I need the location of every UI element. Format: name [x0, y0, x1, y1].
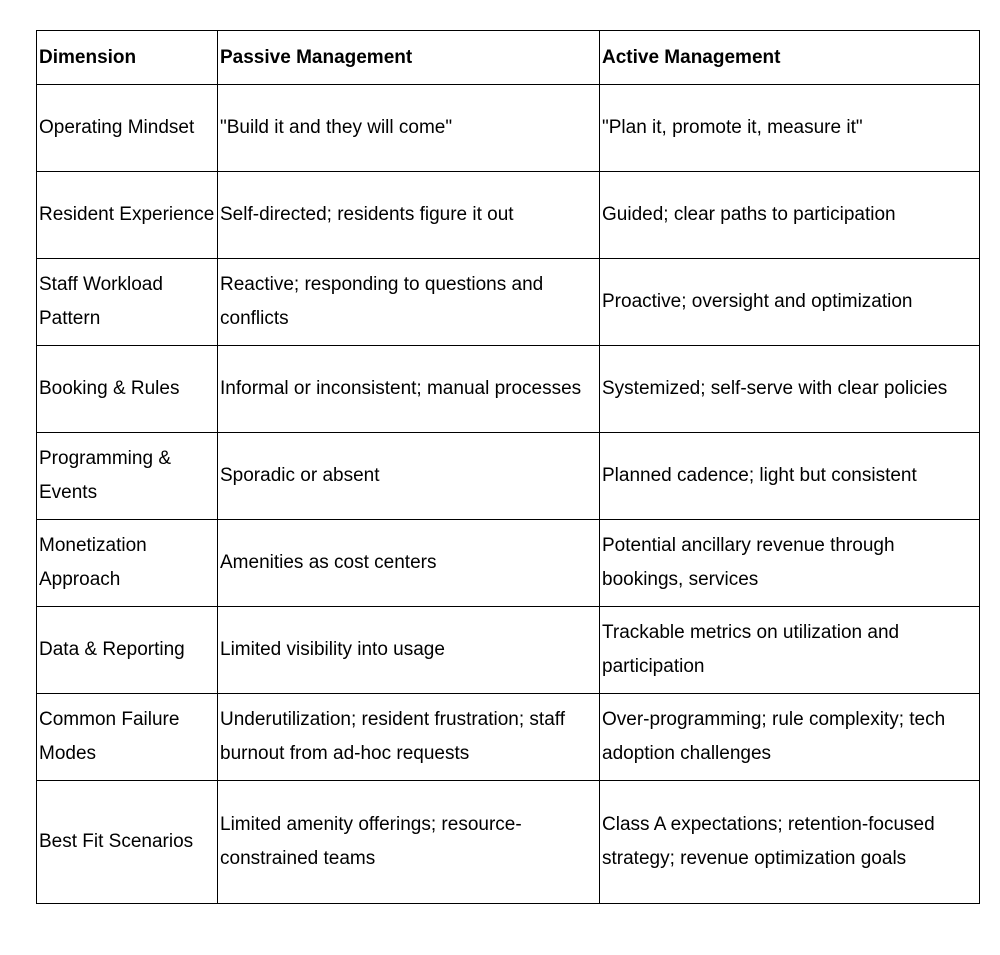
row-dimension-cell: Staff Workload Pattern — [37, 259, 218, 346]
row-active-cell: Guided; clear paths to participation — [600, 172, 980, 259]
row-active-cell: Planned cadence; light but consistent — [600, 433, 980, 520]
comparison-table — [36, 30, 980, 904]
row-active-cell: Potential ancillary revenue through bookings, services — [600, 520, 980, 607]
row-passive-cell: Reactive; responding to questions and conflicts — [218, 259, 600, 346]
row-dimension-cell: Programming & Events — [37, 433, 218, 520]
table-row — [37, 694, 980, 781]
table-row — [37, 433, 980, 520]
header-dimension: Dimension — [37, 31, 218, 85]
row-active-cell: Trackable metrics on utilization and participation — [600, 607, 980, 694]
row-dimension-cell: Common Failure Modes — [37, 694, 218, 781]
table-row — [37, 172, 980, 259]
row-active-cell: Class A expectations; retention-focused strategy; revenue optimization goals — [600, 781, 980, 904]
table-header-row — [37, 31, 980, 85]
row-passive-cell: Amenities as cost centers — [218, 520, 600, 607]
row-passive-cell: Limited visibility into usage — [218, 607, 600, 694]
row-dimension-cell: Resident Experience — [37, 172, 218, 259]
row-passive-cell: Underutilization; resident frustration; staff burnout from ad-hoc requests — [218, 694, 600, 781]
table-row — [37, 259, 980, 346]
row-dimension-cell: Booking & Rules — [37, 346, 218, 433]
row-dimension-cell: Best Fit Scenarios — [37, 781, 218, 904]
table-row — [37, 346, 980, 433]
row-passive-cell: Self-directed; residents figure it out — [218, 172, 600, 259]
row-active-cell: "Plan it, promote it, measure it" — [600, 85, 980, 172]
row-passive-cell: Informal or inconsistent; manual processes — [218, 346, 600, 433]
header-passive-management: Passive Management — [218, 31, 600, 85]
row-dimension-cell: Monetization Approach — [37, 520, 218, 607]
row-passive-cell: Sporadic or absent — [218, 433, 600, 520]
row-passive-cell: "Build it and they will come" — [218, 85, 600, 172]
row-active-cell: Proactive; oversight and optimization — [600, 259, 980, 346]
row-dimension-cell: Data & Reporting — [37, 607, 218, 694]
table-row — [37, 781, 980, 904]
row-passive-cell: Limited amenity offerings; resource-constrained teams — [218, 781, 600, 904]
row-active-cell: Over-programming; rule complexity; tech adoption challenges — [600, 694, 980, 781]
row-dimension-cell: Operating Mindset — [37, 85, 218, 172]
row-active-cell: Systemized; self-serve with clear policies — [600, 346, 980, 433]
header-active-management: Active Management — [600, 31, 980, 85]
table-row — [37, 520, 980, 607]
table-row — [37, 85, 980, 172]
table-row — [37, 607, 980, 694]
